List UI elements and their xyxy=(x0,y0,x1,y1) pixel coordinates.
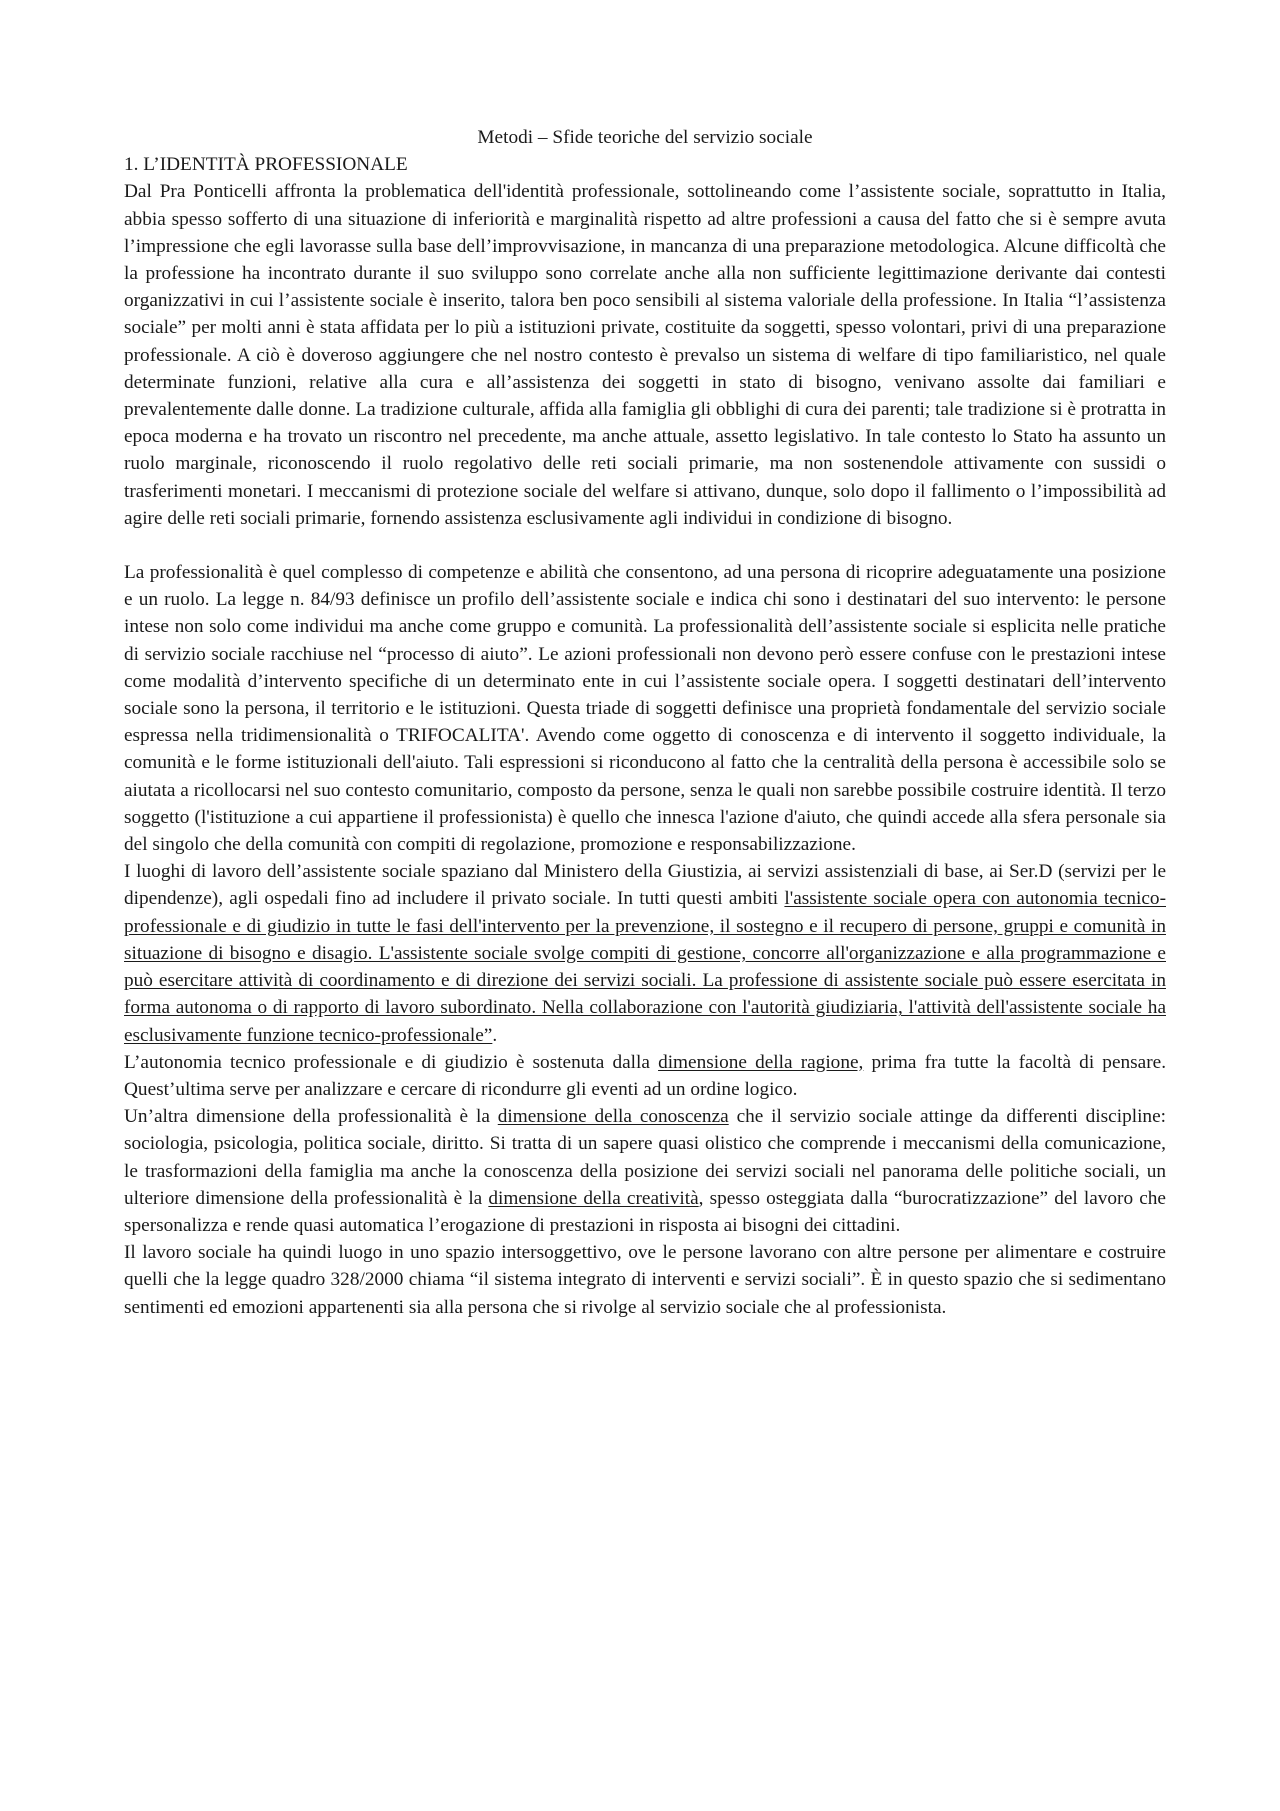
paragraph-4-text: L’autonomia tecnico professionale e di giudizio è sostenuta dalla xyxy=(124,1051,659,1073)
paragraph-6: Il lavoro sociale ha quindi luogo in uno spazio intersoggettivo, ove le persone lavorano con altre persone per alimentare e costruire quelli che la legge quadro 328/2000 chiama “il sistema integrato di interventi e servizi sociali”. È in questo spazio che si sedimentano sentimenti ed emozioni appartenenti sia alla persona che si rivolge al servizio sociale che al professionista. xyxy=(124,1242,1166,1318)
paragraph-5-end: , spesso osteggiata dalla “burocratizzazione” del lavoro che spersonalizza e rende quasi automatica l’erogazione di prestazioni in risposta ai bisogni dei cittadini. xyxy=(124,1187,1166,1236)
paragraph-3-end: . xyxy=(492,1024,498,1046)
paragraph-5-text: Un’altra dimensione della professionalità è la xyxy=(124,1106,498,1128)
underlined-term-creativita: dimensione della creatività xyxy=(488,1187,699,1209)
paragraph-5 xyxy=(124,1103,1166,1239)
paragraph-4-end: prima fra tutte la facoltà di pensare. Quest’ultima serve per analizzare e cercare di ricondurre gli eventi ad un ordine logico. xyxy=(124,1051,1167,1100)
underlined-term-ragione: dimensione della ragione, xyxy=(658,1051,864,1073)
paragraph-3-text: I luoghi di lavoro dell’assistente sociale spaziano dal Ministero della Giustizia, ai servizi assistenziali di base, ai Ser.D (servizi per le dipendenze), agli ospedali fino ad includere il privato sociale. In tutti questi ambiti xyxy=(124,861,1166,910)
paragraph-2: La professionalità è quel complesso di competenze e abilità che consentono, ad una persona di ricoprire adeguatamente una posizione e un ruolo. La legge n. 84/93 definisce un profilo dell’assistente sociale e indica chi sono i destinatari del suo intervento: le persone intese non solo come individui ma anche come gruppo e comunità. La professionalità dell’assistente sociale si esplicita nelle pratiche di servizio sociale racchiuse nel “processo di aiuto”. Le azioni professionali non devono però essere confuse con le prestazioni intese come modalità d’intervento specifiche di un determinato ente in cui l’assistente sociale opera. I soggetti destinatari dell’intervento sociale sono la persona, il territorio e le istituzioni. Questa triade di soggetti definisce una proprietà fondamentale del servizio sociale espressa nella tridimensionalità o TRIFOCALITA'. Avendo come oggetto di conoscenza e di intervento il soggetto individuale, la comunità e le forme istituzionali dell'aiuto. Tali espressioni si riconducono al fatto che la centralità della persona è accessibile solo se aiutata a ricollocarsi nel suo contesto comunitario, composto da persone, senza le quali non sarebbe possibile costruire identità. Il terzo soggetto (l'istituzione a cui appartiene il professionista) è quello che innesca l'azione d'aiuto, che quindi accede alla sfera personale sia del singolo che della comunità con compiti di regolazione, promozione e responsabilizzazione. xyxy=(124,562,1166,856)
section-heading: 1. L’IDENTITÀ PROFESSIONALE xyxy=(124,154,408,176)
underlined-term-conoscenza: dimensione della conoscenza xyxy=(497,1106,729,1128)
paragraph-1: Dal Pra Ponticelli affronta la problematica dell'identità professionale, sottolineando come l’assistente sociale, soprattutto in Italia, abbia spesso sofferto di una situazione di inferiorità e marginalità rispetto ad altre professioni a causa del fatto che si è sempre avuta l’impressione che egli lavorasse sulla base dell’improvvisazione, in mancanza di una preparazione metodologica. Alcune difficoltà che la professione ha incontrato durante il suo sviluppo sono correlate anche alla non sufficiente legittimazione derivante dai contesti organizzativi in cui l’assistente sociale è inserito, talora ben poco sensibili al sistema valoriale della professione. In Italia “l’assistenza sociale” per molti anni è stata affidata per lo più a istituzioni private, costituite da soggetti, spesso volontari, privi di una preparazione professionale. A ciò è doveroso aggiungere che nel nostro contesto è prevalso un sistema di welfare di tipo familiaristico, nel quale determinate funzioni, relative alla cura e all’assistenza dei soggetti in stato di bisogno, venivano assolte dai familiari e prevalentemente dalle donne. La tradizione culturale, affida alla famiglia gli obblighi di cura dei parenti; tale tradizione si è protratta in epoca moderna e ha trovato un riscontro nel precedente, ma anche attuale, assetto legislativo. In tale contesto lo Stato ha assunto un ruolo marginale, riconoscendo il ruolo regolativo delle reti sociali primarie, ma non sostenendole attivamente con sussidi o trasferimenti monetari. I meccanismi di protezione sociale del welfare si attivano, dunque, solo dopo il fallimento o l’impossibilità ad agire delle reti sociali primarie, fornendo assistenza esclusivamente agli individui in condizione di bisogno. xyxy=(124,181,1166,529)
document-page xyxy=(124,124,1166,1321)
paragraph-5-middle: che il servizio sociale attinge da differenti discipline: sociologia, psicologia, politica sociale, diritto. Si tratta di un sapere quasi olistico che comprende i meccanismi della comunicazione, le trasformazioni della famiglia ma anche la conoscenza della posizione dei servizi sociali nel panorama delle politiche sociali, un ulteriore dimensione della professionalità è la xyxy=(124,1106,1166,1209)
paragraph-spacer xyxy=(124,532,1166,559)
paragraph-3 xyxy=(124,858,1166,1048)
paragraph-4 xyxy=(124,1049,1166,1103)
underlined-passage: l'assistente sociale opera con autonomia tecnico-professionale e di giudizio in tutte le fasi dell'intervento per la prevenzione, il sostegno e il recupero di persone, gruppi e comunità in situazione di bisogno e disagio. L'assistente sociale svolge compiti di gestione, concorre all'organizzazione e alla programmazione e può esercitare attività di coordinamento e di direzione dei servizi sociali. La professione di assistente sociale può essere esercitata in forma autonoma o di rapporto di lavoro subordinato. Nella collaborazione con l'autorità giudiziaria, l'attività dell'assistente sociale ha esclusivamente funzione tecnico-professionale” xyxy=(124,888,1166,1046)
document-title: Metodi – Sfide teoriche del servizio sociale xyxy=(477,127,813,148)
